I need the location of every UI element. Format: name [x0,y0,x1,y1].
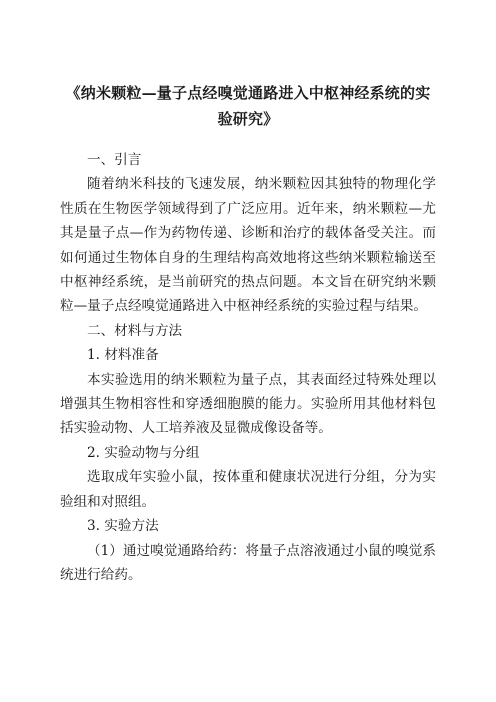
introduction-paragraph: 随着纳米科技的飞速发展，纳米颗粒因其独特的物理化学性质在生物医学领域得到了广泛应用。近年来，纳米颗粒—尤其是量子点—作为药物传递、诊断和治疗的载体备受关注。而如何通过生物体自身的生理结构高效地将这些纳米颗粒输送至中枢神经系统，是当前研究的热点问题。本文旨在研究纳米颗粒—量子点经嗅觉通路进入中枢神经系统的实验过程与结果。 [60,176,436,315]
document-body [60,148,436,587]
document-title: 《纳米颗粒—量子点经嗅觉通路进入中枢神经系统的实验研究》 [65,84,431,128]
subheading-materials: 1. 材料准备 [87,347,159,364]
methods-paragraph: （1）通过嗅觉通路给药：将量子点溶液通过小鼠的嗅觉系统进行给药。 [60,542,436,583]
animals-groups-paragraph: 选取成年实验小鼠，按体重和健康状况进行分组，分为实验组和对照组。 [60,469,436,510]
section-heading-introduction: 一、引言 [87,152,142,168]
materials-paragraph: 本实验选用的纳米颗粒为量子点，其表面经过特殊处理以增强其生物相容性和穿透细胞膜的能力。实验所用其他材料包括实验动物、人工培养液及显微成像设备等。 [60,371,436,437]
subheading-methods: 3. 实验方法 [87,518,159,535]
section-heading-materials-methods: 二、材料与方法 [87,322,183,339]
subheading-animals-groups: 2. 实验动物与分组 [87,444,200,461]
